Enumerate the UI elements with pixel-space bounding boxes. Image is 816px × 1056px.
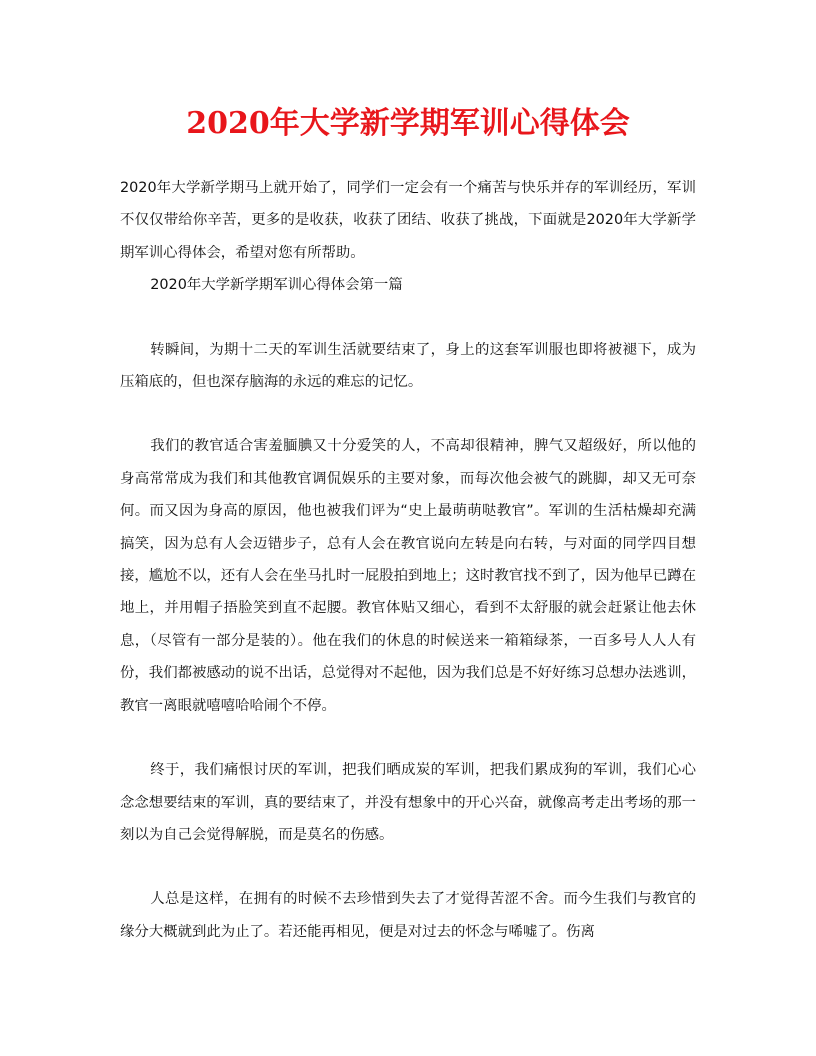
paragraph-4: 人总是这样，在拥有的时候不去珍惜到失去了才觉得苦涩不舍。而今生我们与教官的缘分大概就到此为止了。若还能再相见，便是对过去的怀念与唏嘘了。伤离: [120, 891, 696, 940]
paragraph-2: 我们的教官适合害羞腼腆又十分爱笑的人，不高却很精神，脾气又超级好，所以他的身高常常成为我们和其他教官调侃娱乐的主要对象，而每次他会被气的跳脚，却又无可奈何。而又因为身高的原因，他也被我们评为“史上最萌萌哒教官”。军训的生活枯燥却充满搞笑，因为总有人会迈错步子，总有人会在教官说向左转是向右转，与对面的同学四目想接，尴尬不以，还有人会在坐马扎时一屁股拍到地上；这时教官找不到了，因为他早已蹲在地上，并用帽子捂脸笑到直不起腰。教官体贴又细心，看到不太舒服的就会赶紧让他去休息，（尽管有一部分是装的）。他在我们的休息的时候送来一箱箱绿茶，一百多号人人人有份，我们都被感动的说不出话，总觉得对不起他，因为我们总是不好好练习总想办法逃训，教官一离眼就嘻嘻哈哈闹个不停。: [120, 438, 696, 714]
section-heading: 2020年大学新学期军训心得体会第一篇: [150, 277, 403, 294]
document-body: [120, 172, 696, 948]
document-title: 2020年大学新学期军训心得体会: [186, 106, 630, 141]
intro-paragraph: 2020年大学新学期马上就开始了，同学们一定会有一个痛苦与快乐并存的军训经历，军训不仅仅带给你辛苦，更多的是收获，收获了团结、收获了挑战，下面就是2020年大学新学期军训心得体会，希望对您有所帮助。: [120, 180, 696, 261]
paragraph-1: 转瞬间，为期十二天的军训生活就要结束了，身上的这套军训服也即将被褪下，成为压箱底的，但也深存脑海的永远的难忘的记忆。: [120, 341, 696, 391]
paragraph-3: 终于，我们痛恨讨厌的军训，把我们晒成炭的军训，把我们累成狗的军训，我们心心念念想要结束的军训，真的要结束了，并没有想象中的开心兴奋，就像高考走出考场的那一刻以为自己会觉得解脱，而是莫名的伤感。: [120, 762, 696, 843]
